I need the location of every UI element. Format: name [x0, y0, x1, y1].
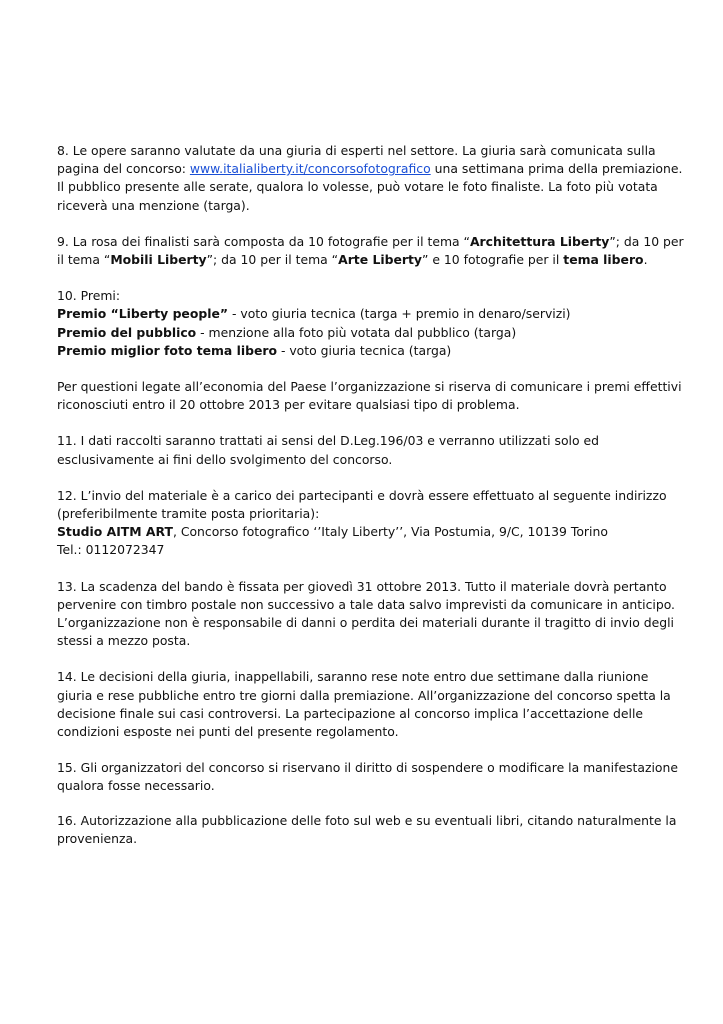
section-9-text: ”; da 10 per il tema “	[206, 252, 339, 268]
section-9-paragraph	[57, 233, 687, 269]
section-12-address	[57, 523, 687, 541]
section-16-paragraph: 16. Autorizzazione alla pubblicazione delle foto sul web e su eventuali libri, citando naturalmente la provenienza.	[57, 812, 677, 846]
section-9-text: ” e 10 fotografie per il	[421, 252, 564, 268]
section-9-text: ”; da 10 per il tema “	[57, 233, 684, 268]
section-10-heading: 10. Premi:	[57, 288, 121, 304]
studio-name: Studio AITM ART	[57, 524, 173, 540]
theme-architecture: Architettura Liberty	[469, 233, 610, 249]
section-9-text: .	[643, 252, 648, 268]
prize-name: Premio “Liberty people”	[57, 306, 229, 322]
theme-free: tema libero	[563, 252, 644, 268]
address-text: , Concorso fotografico ‘’Italy Liberty’’, Via Postumia, 9/C, 10139 Torino	[172, 524, 608, 540]
prize-desc: - voto giuria tecnica (targa + premio in denaro/servizi)	[228, 306, 571, 322]
prize-desc: - voto giuria tecnica (targa)	[277, 342, 452, 358]
prize-desc: - menzione alla foto più votata dal pubblico (targa)	[196, 324, 517, 340]
section-11-paragraph: 11. I dati raccolti saranno trattati ai sensi del D.Leg.196/03 e verranno utilizzati solo ed esclusivamente ai fini dello svolgimento del concorso.	[57, 433, 599, 467]
section-8-paragraph	[57, 142, 687, 178]
prize-item	[57, 305, 687, 323]
section-15-paragraph: 15. Gli organizzatori del concorso si riservano il diritto di sospendere o modificare la manifestazione qualora fosse necessario.	[57, 760, 678, 794]
section-8-public-vote: Il pubblico presente alle serate, qualora lo volesse, può votare le foto finaliste. La foto più votata riceverà una menzione (targa).	[57, 179, 658, 213]
theme-furniture: Mobili Liberty	[110, 252, 207, 268]
prize-item	[57, 342, 687, 360]
section-14-paragraph: 14. Le decisioni della giuria, inappellabili, saranno rese note entro due settimane dalla riunione giuria e rese pubbliche entro tre giorni dalla premiazione. All’organizzazione del concorso spetta la decisione finale sui casi controversi. La partecipazione al concorso implica l’accettazione delle condizioni esposte nei punti del presente regolamento.	[57, 669, 671, 740]
prize-name: Premio miglior foto tema libero	[57, 342, 277, 358]
prize-item	[57, 324, 687, 342]
document-page	[57, 142, 687, 848]
prize-name: Premio del pubblico	[57, 324, 197, 340]
section-13-paragraph: 13. La scadenza del bando è fissata per giovedì 31 ottobre 2013. Tutto il materiale dovrà pertanto pervenire con timbro postale non successivo a tale data salvo imprevisti da comunicare in anticipo. L’organizzazione non è responsabile di danni o perdita dei materiali durante il tragitto di invio degli stessi a mezzo posta.	[57, 578, 675, 649]
section-8-text-a: 8. Le opere saranno valutate da una giuria di esperti nel settore. La giuria sarà comunicata sulla pagina del concorso:	[57, 143, 656, 177]
contest-page-link[interactable]: www.italialiberty.it/concorsofotografico	[189, 161, 431, 177]
section-12-paragraph: 12. L’invio del materiale è a carico dei partecipanti e dovrà essere effettuato al seguente indirizzo (preferibilmente tramite posta prioritaria):	[57, 487, 667, 522]
section-10-note: Per questioni legate all’economia del Paese l’organizzazione si riserva di comunicare i premi effettivi riconosciuti entro il 20 ottobre 2013 per evitare qualsiasi tipo di problema.	[57, 379, 682, 413]
theme-art: Arte Liberty	[338, 252, 422, 268]
section-8-text-b: una settimana prima della premiazione.	[430, 161, 683, 177]
section-12-telephone: Tel.: 0112072347	[57, 542, 165, 558]
section-9-text: 9. La rosa dei finalisti sarà composta da 10 fotografie per il tema “	[57, 233, 470, 249]
